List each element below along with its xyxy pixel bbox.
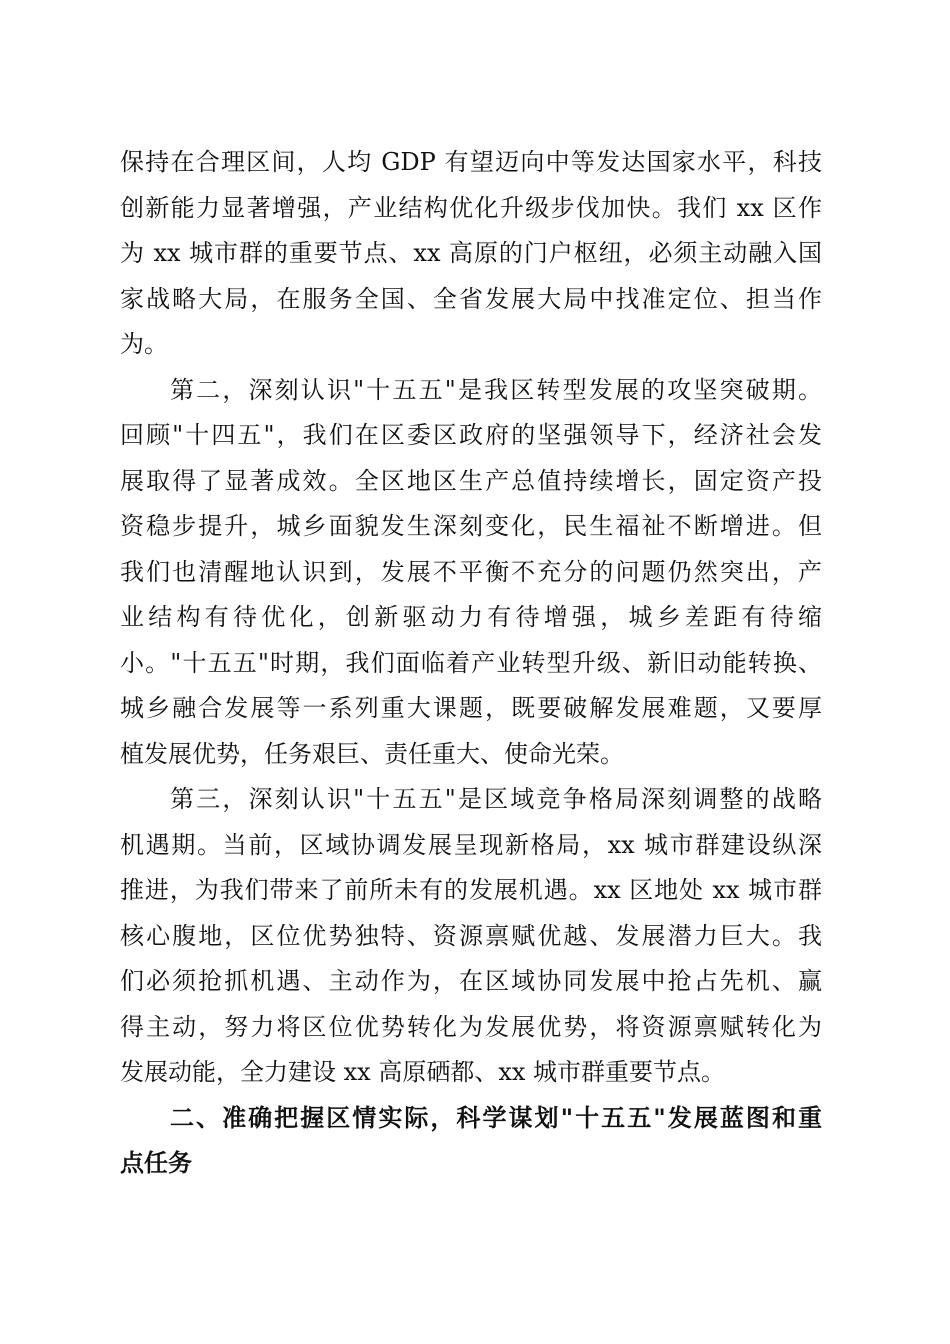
text-line: 第二，深刻认识"十五五"是我区转型发展的攻坚突破期。: [170, 375, 822, 404]
text-line: 机遇期。当前，区域协调发展呈现新格局，xx 城市群建设纵深: [120, 830, 822, 859]
text-line: 为。: [120, 330, 168, 358]
text-line: 展取得了显著成效。全区地区生产总值持续增长，固定资产投: [120, 466, 822, 495]
text-line: 核心腹地，区位优势独特、资源禀赋优越、发展潜力巨大。我: [120, 921, 822, 950]
text-line: 城乡融合发展等一系列重大课题，既要破解发展难题，又要厚: [120, 694, 822, 722]
text-line: 保持在合理区间，人均 GDP 有望迈向中等发达国家水平，科技: [120, 148, 822, 176]
paragraph: [120, 140, 822, 368]
text-line: 回顾"十四五"，我们在区委区政府的坚强领导下，经济社会发: [120, 421, 822, 449]
text-line: 家战略大局，在服务全国、全省发展大局中找准定位、担当作: [120, 284, 822, 313]
text-line: 为 xx 城市群的重要节点、xx 高原的门户枢纽，必须主动融入国: [120, 239, 822, 267]
text-line: 创新能力显著增强，产业结构优化升级步伐加快。我们 xx 区作: [120, 193, 822, 222]
text-line: 点任务: [120, 1149, 192, 1177]
document-page: [120, 140, 822, 1187]
paragraph: [120, 777, 822, 1096]
text-line: 二、准确把握区情实际，科学谋划"十五五"发展蓝图和重: [170, 1103, 822, 1132]
text-line: 小。"十五五"时期，我们面临着产业转型升级、新旧动能转换、: [120, 648, 822, 677]
text-line: 我们也清醒地认识到，发展不平衡不充分的问题仍然突出，产: [120, 557, 822, 586]
text-line: 第三，深刻认识"十五五"是区域竞争格局深刻调整的战略: [170, 785, 822, 813]
section-heading: [120, 1096, 822, 1187]
text-line: 得主动，努力将区位优势转化为发展优势，将资源禀赋转化为: [120, 1012, 822, 1041]
text-line: 业结构有待优化，创新驱动力有待增强，城乡差距有待缩: [120, 603, 822, 631]
paragraph: [120, 368, 822, 778]
text-line: 发展动能，全力建设 xx 高原硒都、xx 城市群重要节点。: [120, 1058, 726, 1086]
text-line: 植发展优势，任务艰巨、责任重大、使命光荣。: [120, 739, 624, 768]
text-line: 资稳步提升，城乡面貌发生深刻变化，民生福祉不断增进。但: [120, 512, 822, 540]
text-line: 们必须抢抓机遇、主动作为，在区域协同发展中抢占先机、赢: [120, 967, 822, 995]
text-line: 推进，为我们带来了前所未有的发展机遇。xx 区地处 xx 城市群: [120, 876, 822, 904]
